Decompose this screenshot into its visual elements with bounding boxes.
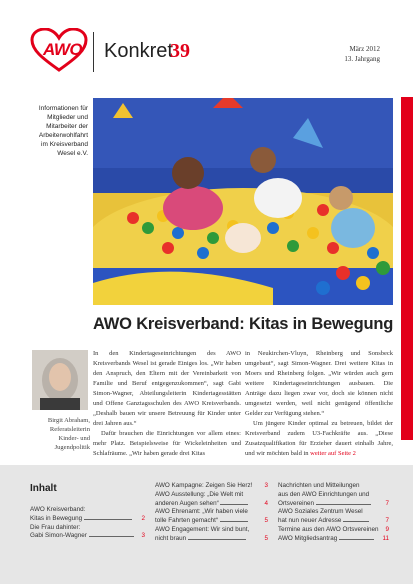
toc-item[interactable]	[30, 515, 145, 524]
toc-leader	[339, 539, 374, 540]
toc-item-label: Die Frau dahinter:	[30, 523, 81, 531]
toc-item[interactable]	[155, 508, 268, 517]
article-paragraph	[245, 419, 393, 459]
toc-item-label: Kitas in Bewegung	[30, 514, 83, 522]
toc-item-label: AWO Ausstellung: „Die Welt mit	[155, 490, 244, 498]
toc-item-label: AWO Kampagne: Zeigen Sie Herz!	[155, 482, 253, 489]
toc-item[interactable]	[278, 535, 389, 544]
toc-item-label: AWO Kreisverband:	[30, 506, 86, 513]
toc-item-page: 7	[385, 517, 389, 525]
issue-date-block	[344, 44, 380, 64]
contents-column-3	[278, 482, 389, 544]
toc-item[interactable]	[155, 517, 268, 526]
article-headline: AWO Kreisverband: Kitas in Bewegung	[93, 315, 394, 333]
publication-info	[30, 104, 88, 158]
article-paragraph: In den Kindertageseinrichtungen des AWO Kreisverbands Wesel ist gerade Einiges los. „Wir haben den Anspruch, den Eltern mit der Vereinbarkeit von Familie und Beruf entgegenzukommen“, sagt Gabi Simon-Wagner, Abteilungsleiterin Kindertagesstätten und Offene Ganztagsschulen des AWO Kreisverbands. „Deshalb bauen wir unsere Betreuung für Kinder unter drei Jahren aus.“	[93, 350, 241, 427]
toc-item-label: Ortsvereinen	[278, 499, 315, 507]
toc-item-label: Gabi Simon-Wagner	[30, 532, 87, 540]
toc-item-page: 3	[141, 532, 145, 540]
info-line: Wesel e.V.	[57, 150, 88, 157]
article-paragraph: in Neukirchen-Vluyn, Rheinberg und Sonsbeck umgebaut“, sagt Simon-Wagner. Drei weitere Kitas in Moers und Rheinberg folgen. „Wir würden auch gern weitere Kindertageseinrichtungen ausbauen. Die Anträge dazu liegen zwar vor, doch sie können nicht umgesetzt werden, weil nicht genügend öffentliche Gelder zur Verfügung stehen.“	[245, 350, 393, 417]
toc-item-label: tolle Fahrten gemacht“	[155, 517, 218, 525]
toc-leader	[84, 519, 132, 520]
toc-item-label: hat nun neuer Adresse	[278, 517, 342, 525]
toc-item[interactable]	[278, 491, 389, 500]
toc-item-label: AWO Engagement: Wir sind bunt,	[155, 525, 250, 533]
toc-item[interactable]	[278, 526, 389, 535]
info-line: Mitarbeiter der	[46, 123, 88, 130]
caption-line: Kinder- und	[58, 435, 90, 442]
toc-item-page: 5	[264, 534, 268, 542]
info-line: Arbeiterwohlfahrt	[38, 132, 88, 139]
toc-leader	[220, 504, 248, 505]
toc-item[interactable]	[278, 508, 389, 517]
red-side-bar	[401, 97, 413, 440]
toc-leader	[343, 521, 369, 522]
toc-item-page: 3	[264, 482, 268, 489]
article-paragraph: Dafür brauchen die Einrichtungen vor allem eines: mehr Platz. Beispielsweise für Wickeleinheiten und Schlafräume. „Wir haben gerade drei Kitas	[93, 430, 241, 457]
toc-leader	[316, 504, 371, 505]
article-text: Um jüngere Kinder optimal zu betreuen, bildet der Kreisverband zudem U3-Fachkräfte aus. „Diese Zusatzqualifikation für Erzieher dauert einhalb Jahre, und wir möchten bald in	[245, 420, 393, 457]
contents-title: Inhalt	[30, 483, 57, 494]
toc-leader	[220, 521, 248, 522]
info-line: im Kreisverband	[41, 141, 88, 148]
toc-item-page: 2	[141, 514, 145, 522]
toc-item[interactable]	[155, 535, 268, 544]
toc-item[interactable]	[155, 500, 268, 509]
toc-item[interactable]	[30, 506, 145, 515]
toc-item[interactable]	[155, 491, 268, 500]
toc-item[interactable]	[278, 517, 389, 526]
toc-item[interactable]	[155, 482, 268, 491]
info-line: Mitglieder und	[47, 114, 88, 121]
header-divider	[93, 32, 94, 72]
toc-item-label: AWO Soziales Zentrum Wesel	[278, 508, 363, 516]
toc-item-label: AWO Mitgliedsantrag	[278, 534, 338, 542]
toc-item-label: nicht braun	[155, 534, 187, 542]
toc-item-label: Nachrichten und Mitteilungen	[278, 482, 360, 489]
toc-item-page: 9	[385, 525, 389, 533]
portrait-caption	[30, 416, 90, 452]
toc-item[interactable]	[278, 482, 389, 491]
issue-volume: 13. Jahrgang	[344, 55, 380, 63]
issue-number: 39	[170, 40, 190, 62]
toc-item[interactable]	[30, 532, 145, 541]
logo-text: AWO	[43, 40, 83, 59]
article-column-2	[245, 349, 393, 459]
masthead-title: Konkret	[104, 40, 173, 62]
article-column-1	[93, 349, 241, 459]
toc-item-page: 5	[264, 517, 268, 525]
toc-item-label: aus den AWO Einrichtungen und	[278, 490, 370, 498]
continued-link[interactable]: weiter auf Seite 2	[310, 450, 356, 457]
awo-logo	[30, 28, 88, 72]
info-line: Informationen für	[38, 105, 88, 112]
toc-item-label: anderen Augen sehen“	[155, 499, 219, 507]
toc-item-page: 4	[264, 499, 268, 507]
toc-item[interactable]	[155, 526, 268, 535]
issue-date: März 2012	[349, 45, 380, 53]
toc-item-page: 11	[382, 534, 389, 542]
caption-line: Referatsleiterin	[49, 426, 90, 433]
toc-leader	[89, 536, 134, 537]
contents-column-1	[30, 506, 145, 541]
toc-item[interactable]	[278, 500, 389, 509]
toc-leader	[188, 539, 246, 540]
cover-photo	[93, 98, 393, 305]
caption-line: Birgit Abraham,	[47, 417, 90, 424]
toc-item-page: 7	[385, 499, 389, 507]
author-portrait	[32, 350, 88, 410]
toc-item[interactable]	[30, 524, 145, 533]
toc-item-label: Termine aus den AWO Ortsvereinen	[278, 525, 379, 533]
contents-column-2	[155, 482, 268, 544]
caption-line: Jugendpolitik	[54, 444, 90, 451]
toc-item-label: AWO Ehrenamt: „Wir haben viele	[155, 508, 248, 516]
